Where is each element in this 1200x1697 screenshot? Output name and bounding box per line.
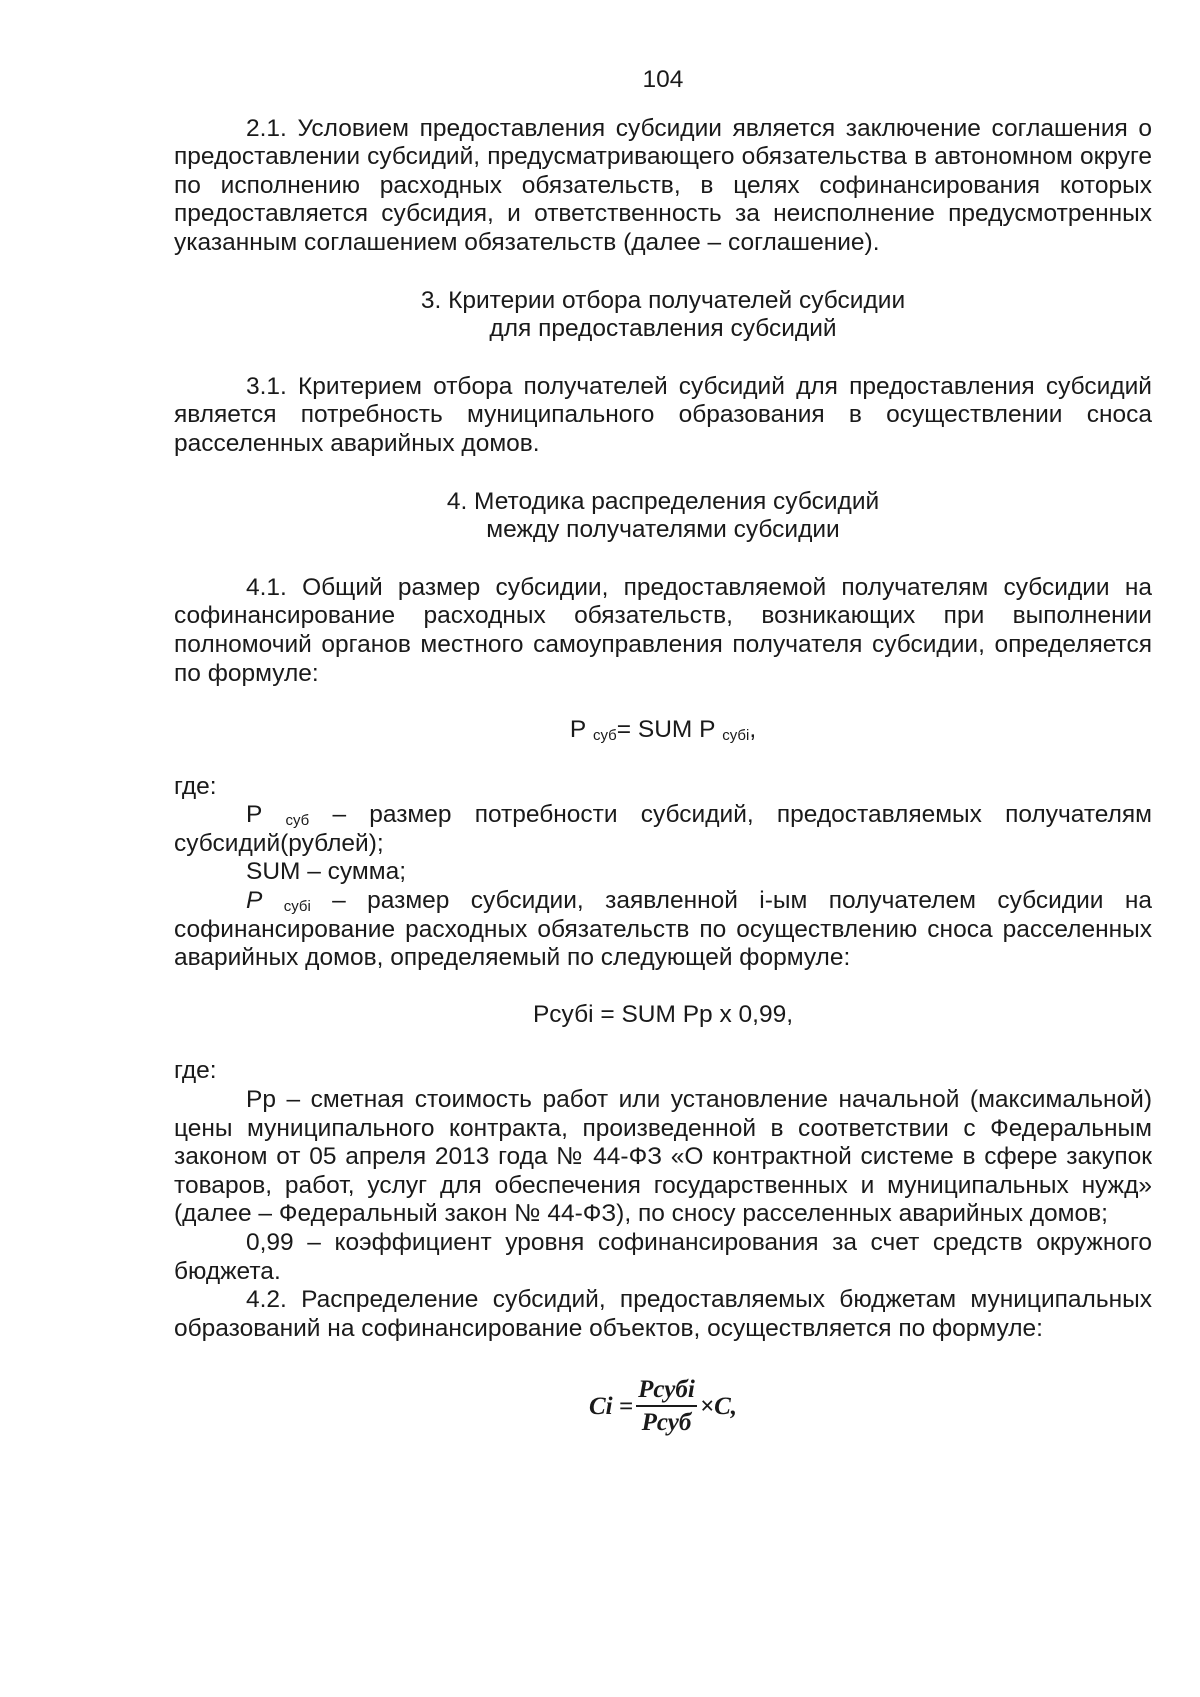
formula3-lhs: Ci = — [588, 1392, 634, 1420]
formula3-numerator: Рсубi — [636, 1377, 697, 1407]
paragraph-4-1: 4.1. Общий размер субсидии, предоставляемой получателям субсидии на софинансирование расходных обязательств, возникающих при выполнении полномочий органов местного самоуправления получателя субсидии, определяется по формуле: — [174, 573, 1152, 687]
section-3-line2: для предоставления субсидий — [489, 315, 837, 343]
formula1-end: , — [749, 716, 757, 744]
def-psub-text: – размер потребности субсидий, предоставляемых получателям субсидий(рублей); — [174, 801, 1152, 857]
definition-coefficient: 0,99 – коэффициент уровня софинансирования за счет средств окружного бюджета. — [174, 1229, 1152, 1285]
formula3-rhs: ×C, — [699, 1392, 737, 1420]
formula3-denominator: Рсуб — [641, 1409, 692, 1437]
definition-sum: SUM – сумма; — [246, 858, 407, 886]
page-number: 104 — [642, 66, 684, 93]
def-psubi-sub: субi — [283, 898, 311, 916]
def-psubi-p: Р — [246, 887, 284, 915]
formula-psub — [174, 716, 1152, 745]
paragraph-3-1: 3.1. Критерием отбора получателей субсидий для предоставления субсидий является потребность муниципального образования в осуществлении сноса расселенных аварийных домов. — [174, 372, 1152, 457]
formula1-p: Р — [569, 716, 593, 744]
where-label-1: где: — [174, 772, 217, 800]
formula-psubi: Рсубi = SUM Рр x 0,99, — [532, 1000, 794, 1028]
formula3-fraction — [636, 1377, 697, 1435]
formula1-sub1: суб — [592, 727, 617, 745]
document-page — [174, 66, 1152, 1435]
def-psub-sub: суб — [285, 812, 310, 830]
section-3-heading — [174, 287, 1152, 344]
formula1-sub2: субi — [722, 727, 750, 745]
def-psubi-text: – размер субсидии, заявленной i-ым получателем субсидии на софинансирование расходных обязательств по осуществлению сноса расселенных аварийных домов, определяемый по следующей формуле: — [174, 887, 1152, 972]
section-3-line1: 3. Критерии отбора получателей субсидии — [420, 286, 906, 314]
formula1-mid: = SUM Р — [616, 716, 723, 744]
def-psub-p: Р — [246, 801, 286, 829]
formula-ci — [174, 1377, 1152, 1435]
paragraph-4-2: 4.2. Распределение субсидий, предоставляемых бюджетам муниципальных образований на софинансирование объектов, осуществляется по формуле: — [174, 1286, 1152, 1342]
where-label-2: где: — [174, 1057, 217, 1085]
paragraph-2-1: 2.1. Условием предоставления субсидии является заключение соглашения о предоставлении субсидий, предусматривающего обязательства в автономном округе по исполнению расходных обязательств, в целях софинансирования которых предоставляется субсидия, и ответственность за неисполнение предусмотренных указанным соглашением обязательств (далее – соглашение). — [174, 114, 1152, 256]
definition-psub — [174, 801, 1152, 858]
section-4-line1: 4. Методика распределения субсидий — [446, 487, 880, 515]
section-4-line2: между получателями субсидии — [486, 516, 840, 544]
definition-pp: Рр – сметная стоимость работ или установление начальной (максимальной) цены муниципального контракта, произведенной в соответствии с Федеральным законом от 05 апреля 2013 года № 44-ФЗ «О контрактной системе в сфере закупок товаров, работ, услуг для обеспечения государственных и муниципальных нужд» (далее – Федеральный закон № 44-ФЗ), по сносу расселенных аварийных домов; — [174, 1086, 1152, 1228]
section-4-heading — [174, 488, 1152, 545]
definition-psubi — [174, 887, 1152, 973]
